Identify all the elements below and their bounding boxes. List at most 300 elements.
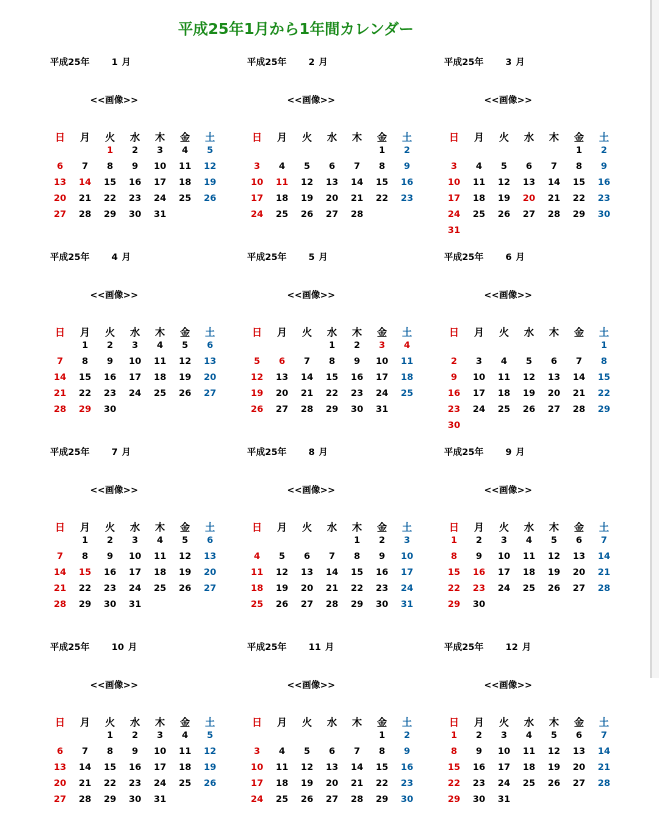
day-cell: 24 bbox=[375, 389, 389, 399]
day-cell: 5 bbox=[253, 357, 261, 367]
picture-placeholder: <<画像>> bbox=[287, 486, 336, 496]
month-number: 9 bbox=[505, 448, 512, 458]
day-cell: 26 bbox=[300, 795, 314, 805]
weekday-header: 月 bbox=[277, 718, 287, 729]
day-cell: 28 bbox=[300, 405, 314, 415]
day-cell: 10 bbox=[250, 178, 264, 188]
day-cell: 28 bbox=[350, 210, 364, 220]
day-cell: 1 bbox=[81, 341, 89, 351]
day-cell: 20 bbox=[53, 779, 67, 789]
day-cell: 4 bbox=[181, 146, 189, 156]
weekday-header: 水 bbox=[327, 523, 337, 534]
day-cell: 11 bbox=[522, 552, 536, 562]
day-cell: 27 bbox=[203, 584, 217, 594]
month-number: 5 bbox=[308, 253, 315, 263]
day-cell: 28 bbox=[53, 405, 67, 415]
day-cell: 2 bbox=[353, 341, 361, 351]
month-block-6 bbox=[444, 250, 634, 445]
weekday-header: 水 bbox=[524, 133, 534, 144]
day-cell: 18 bbox=[522, 763, 536, 773]
era-label: 平成25年 bbox=[444, 253, 484, 263]
day-cell: 7 bbox=[600, 536, 608, 546]
weekday-header: 火 bbox=[105, 523, 115, 534]
day-cell: 31 bbox=[153, 795, 167, 805]
day-cell: 28 bbox=[572, 405, 586, 415]
day-cell: 20 bbox=[547, 389, 561, 399]
day-cell: 25 bbox=[178, 779, 192, 789]
day-cell: 8 bbox=[378, 162, 386, 172]
day-cell: 8 bbox=[353, 552, 361, 562]
day-cell: 7 bbox=[303, 357, 311, 367]
weekday-header: 火 bbox=[105, 133, 115, 144]
day-cell: 21 bbox=[78, 779, 92, 789]
day-cell: 24 bbox=[153, 779, 167, 789]
day-cell: 23 bbox=[350, 389, 364, 399]
day-cell: 7 bbox=[353, 162, 361, 172]
day-cell: 6 bbox=[206, 536, 214, 546]
day-cell: 18 bbox=[153, 568, 167, 578]
day-cell: 14 bbox=[78, 763, 92, 773]
month-suffix: 月 bbox=[515, 253, 525, 263]
day-cell: 20 bbox=[53, 194, 67, 204]
day-cell: 22 bbox=[325, 389, 339, 399]
day-cell: 13 bbox=[572, 747, 586, 757]
day-cell: 26 bbox=[178, 584, 192, 594]
day-cell: 5 bbox=[550, 536, 558, 546]
month-block-5 bbox=[247, 250, 437, 445]
day-cell: 8 bbox=[378, 747, 386, 757]
day-cell: 3 bbox=[131, 536, 139, 546]
day-cell: 16 bbox=[447, 389, 461, 399]
month-number: 2 bbox=[308, 58, 315, 68]
day-cell: 10 bbox=[153, 747, 167, 757]
day-cell: 17 bbox=[128, 373, 142, 383]
day-cell: 28 bbox=[597, 584, 611, 594]
day-cell: 30 bbox=[472, 600, 486, 610]
weekday-header: 金 bbox=[574, 718, 584, 729]
day-cell: 14 bbox=[350, 763, 364, 773]
day-cell: 7 bbox=[550, 162, 558, 172]
day-cell: 30 bbox=[103, 600, 117, 610]
day-cell: 27 bbox=[275, 405, 289, 415]
day-cell: 17 bbox=[497, 763, 511, 773]
weekday-header: 金 bbox=[574, 523, 584, 534]
era-label: 平成25年 bbox=[50, 58, 90, 68]
weekday-header: 金 bbox=[377, 523, 387, 534]
day-cell: 5 bbox=[278, 552, 286, 562]
month-header bbox=[444, 640, 531, 653]
month-header bbox=[444, 445, 525, 458]
day-cell: 18 bbox=[153, 373, 167, 383]
day-cell: 3 bbox=[500, 536, 508, 546]
day-cell: 21 bbox=[78, 194, 92, 204]
month-header bbox=[247, 445, 328, 458]
weekday-header: 月 bbox=[80, 718, 90, 729]
day-cell: 1 bbox=[328, 341, 336, 351]
day-cell: 22 bbox=[597, 389, 611, 399]
day-cell: 15 bbox=[103, 178, 117, 188]
day-cell: 3 bbox=[156, 731, 164, 741]
weekday-header: 日 bbox=[449, 133, 459, 144]
day-cell: 26 bbox=[522, 405, 536, 415]
day-cell: 31 bbox=[497, 795, 511, 805]
day-cell: 22 bbox=[78, 584, 92, 594]
weekday-header: 日 bbox=[252, 328, 262, 339]
day-cell: 11 bbox=[178, 747, 192, 757]
day-cell: 31 bbox=[128, 600, 142, 610]
picture-placeholder: <<画像>> bbox=[287, 291, 336, 301]
day-cell: 22 bbox=[447, 584, 461, 594]
weekday-header: 土 bbox=[402, 133, 412, 144]
day-cell: 21 bbox=[597, 568, 611, 578]
day-cell: 2 bbox=[403, 731, 411, 741]
month-number: 1 bbox=[111, 58, 118, 68]
weekday-header: 月 bbox=[80, 328, 90, 339]
day-cell: 1 bbox=[600, 341, 608, 351]
day-cell: 4 bbox=[500, 357, 508, 367]
day-cell: 30 bbox=[597, 210, 611, 220]
sheet-margin bbox=[652, 0, 659, 678]
day-cell: 7 bbox=[353, 747, 361, 757]
day-cell: 6 bbox=[206, 341, 214, 351]
day-cell: 19 bbox=[497, 194, 511, 204]
day-cell: 5 bbox=[525, 357, 533, 367]
month-number: 4 bbox=[111, 253, 118, 263]
day-cell: 22 bbox=[350, 584, 364, 594]
day-cell: 1 bbox=[106, 146, 114, 156]
day-cell: 2 bbox=[450, 357, 458, 367]
day-cell: 6 bbox=[525, 162, 533, 172]
picture-placeholder: <<画像>> bbox=[287, 96, 336, 106]
day-cell: 11 bbox=[275, 763, 289, 773]
day-cell: 27 bbox=[325, 795, 339, 805]
day-cell: 18 bbox=[178, 178, 192, 188]
day-cell: 7 bbox=[328, 552, 336, 562]
day-cell: 16 bbox=[350, 373, 364, 383]
day-cell: 2 bbox=[106, 341, 114, 351]
day-cell: 12 bbox=[522, 373, 536, 383]
weekday-header: 火 bbox=[302, 523, 312, 534]
weekday-header: 土 bbox=[599, 718, 609, 729]
day-cell: 9 bbox=[106, 552, 114, 562]
day-cell: 22 bbox=[375, 194, 389, 204]
day-cell: 28 bbox=[325, 600, 339, 610]
day-cell: 13 bbox=[522, 178, 536, 188]
weekday-header: 月 bbox=[277, 523, 287, 534]
weekday-header: 木 bbox=[549, 523, 559, 534]
day-cell: 15 bbox=[375, 763, 389, 773]
day-cell: 14 bbox=[300, 373, 314, 383]
day-cell: 28 bbox=[597, 779, 611, 789]
weekday-header: 火 bbox=[302, 718, 312, 729]
day-cell: 6 bbox=[56, 162, 64, 172]
day-cell: 8 bbox=[575, 162, 583, 172]
month-number: 7 bbox=[111, 448, 118, 458]
month-suffix: 月 bbox=[318, 58, 328, 68]
weekday-header: 日 bbox=[252, 133, 262, 144]
weekday-header: 水 bbox=[524, 523, 534, 534]
day-cell: 18 bbox=[522, 568, 536, 578]
day-cell: 29 bbox=[572, 210, 586, 220]
weekday-header: 水 bbox=[130, 328, 140, 339]
day-cell: 19 bbox=[203, 178, 217, 188]
day-cell: 16 bbox=[400, 763, 414, 773]
day-cell: 1 bbox=[450, 536, 458, 546]
day-cell: 18 bbox=[275, 779, 289, 789]
weekday-header: 木 bbox=[155, 133, 165, 144]
weekday-header: 金 bbox=[574, 133, 584, 144]
day-cell: 2 bbox=[475, 536, 483, 546]
day-cell: 25 bbox=[153, 389, 167, 399]
day-cell: 6 bbox=[303, 552, 311, 562]
day-cell: 26 bbox=[203, 779, 217, 789]
day-cell: 28 bbox=[547, 210, 561, 220]
day-cell: 30 bbox=[103, 405, 117, 415]
day-cell: 29 bbox=[78, 600, 92, 610]
day-cell: 19 bbox=[300, 194, 314, 204]
day-cell: 14 bbox=[53, 568, 67, 578]
day-cell: 4 bbox=[156, 341, 164, 351]
day-cell: 16 bbox=[103, 373, 117, 383]
month-header bbox=[247, 55, 328, 68]
weekday-header: 水 bbox=[130, 718, 140, 729]
day-cell: 11 bbox=[178, 162, 192, 172]
day-cell: 3 bbox=[475, 357, 483, 367]
day-cell: 9 bbox=[131, 162, 139, 172]
day-cell: 11 bbox=[522, 747, 536, 757]
picture-placeholder: <<画像>> bbox=[90, 291, 139, 301]
day-cell: 11 bbox=[497, 373, 511, 383]
day-cell: 12 bbox=[300, 763, 314, 773]
day-cell: 30 bbox=[375, 600, 389, 610]
day-cell: 30 bbox=[447, 421, 461, 431]
day-cell: 16 bbox=[375, 568, 389, 578]
day-cell: 25 bbox=[275, 795, 289, 805]
day-cell: 24 bbox=[250, 210, 264, 220]
day-cell: 3 bbox=[450, 162, 458, 172]
day-cell: 24 bbox=[497, 779, 511, 789]
month-header bbox=[50, 640, 137, 653]
day-cell: 21 bbox=[325, 584, 339, 594]
weekday-header: 日 bbox=[55, 133, 65, 144]
month-block-12 bbox=[444, 640, 634, 835]
day-cell: 8 bbox=[450, 747, 458, 757]
day-cell: 15 bbox=[103, 763, 117, 773]
day-cell: 27 bbox=[53, 795, 67, 805]
day-cell: 6 bbox=[278, 357, 286, 367]
weekday-header: 月 bbox=[474, 328, 484, 339]
day-cell: 27 bbox=[53, 210, 67, 220]
weekday-header: 日 bbox=[449, 523, 459, 534]
day-cell: 3 bbox=[156, 146, 164, 156]
day-cell: 19 bbox=[178, 568, 192, 578]
day-cell: 23 bbox=[128, 779, 142, 789]
day-cell: 27 bbox=[572, 779, 586, 789]
day-cell: 19 bbox=[203, 763, 217, 773]
weekday-header: 木 bbox=[549, 718, 559, 729]
day-cell: 21 bbox=[350, 779, 364, 789]
day-cell: 23 bbox=[103, 389, 117, 399]
month-suffix: 月 bbox=[522, 643, 532, 653]
day-cell: 25 bbox=[522, 584, 536, 594]
weekday-header: 木 bbox=[155, 523, 165, 534]
day-cell: 20 bbox=[275, 389, 289, 399]
weekday-header: 土 bbox=[402, 718, 412, 729]
day-cell: 2 bbox=[378, 536, 386, 546]
day-cell: 8 bbox=[106, 747, 114, 757]
day-cell: 4 bbox=[181, 731, 189, 741]
picture-placeholder: <<画像>> bbox=[90, 96, 139, 106]
day-cell: 31 bbox=[400, 600, 414, 610]
month-block-8 bbox=[247, 445, 437, 640]
day-cell: 9 bbox=[106, 357, 114, 367]
day-cell: 20 bbox=[522, 194, 536, 204]
era-label: 平成25年 bbox=[444, 643, 484, 653]
day-cell: 1 bbox=[378, 731, 386, 741]
weekday-header: 土 bbox=[402, 523, 412, 534]
day-cell: 20 bbox=[203, 373, 217, 383]
day-cell: 26 bbox=[203, 194, 217, 204]
weekday-header: 水 bbox=[130, 523, 140, 534]
day-cell: 27 bbox=[547, 405, 561, 415]
day-cell: 21 bbox=[350, 194, 364, 204]
day-cell: 22 bbox=[103, 194, 117, 204]
day-cell: 10 bbox=[400, 552, 414, 562]
day-cell: 1 bbox=[575, 146, 583, 156]
picture-placeholder: <<画像>> bbox=[90, 681, 139, 691]
day-cell: 20 bbox=[325, 194, 339, 204]
month-block-7 bbox=[50, 445, 240, 640]
day-cell: 29 bbox=[78, 405, 92, 415]
month-block-4 bbox=[50, 250, 240, 445]
day-cell: 15 bbox=[375, 178, 389, 188]
day-cell: 3 bbox=[131, 341, 139, 351]
day-cell: 9 bbox=[131, 747, 139, 757]
day-cell: 25 bbox=[153, 584, 167, 594]
day-cell: 13 bbox=[53, 178, 67, 188]
month-suffix: 月 bbox=[325, 643, 335, 653]
weekday-header: 火 bbox=[105, 718, 115, 729]
day-cell: 21 bbox=[547, 194, 561, 204]
weekday-header: 金 bbox=[574, 328, 584, 339]
day-cell: 26 bbox=[275, 600, 289, 610]
day-cell: 24 bbox=[447, 210, 461, 220]
day-cell: 21 bbox=[597, 763, 611, 773]
day-cell: 24 bbox=[472, 405, 486, 415]
day-cell: 11 bbox=[153, 357, 167, 367]
picture-placeholder: <<画像>> bbox=[484, 681, 533, 691]
day-cell: 6 bbox=[56, 747, 64, 757]
day-cell: 12 bbox=[547, 552, 561, 562]
weekday-header: 土 bbox=[599, 328, 609, 339]
day-cell: 23 bbox=[375, 584, 389, 594]
weekday-header: 月 bbox=[80, 523, 90, 534]
day-cell: 7 bbox=[56, 552, 64, 562]
day-cell: 24 bbox=[250, 795, 264, 805]
day-cell: 18 bbox=[472, 194, 486, 204]
day-cell: 20 bbox=[572, 763, 586, 773]
day-cell: 13 bbox=[203, 357, 217, 367]
day-cell: 14 bbox=[597, 747, 611, 757]
day-cell: 4 bbox=[475, 162, 483, 172]
weekday-header: 日 bbox=[55, 328, 65, 339]
month-number: 10 bbox=[111, 643, 125, 653]
picture-placeholder: <<画像>> bbox=[287, 681, 336, 691]
day-cell: 24 bbox=[153, 194, 167, 204]
month-header bbox=[50, 445, 131, 458]
day-cell: 1 bbox=[353, 536, 361, 546]
day-cell: 3 bbox=[378, 341, 386, 351]
month-number: 11 bbox=[308, 643, 322, 653]
day-cell: 16 bbox=[597, 178, 611, 188]
weekday-header: 金 bbox=[377, 718, 387, 729]
day-cell: 17 bbox=[375, 373, 389, 383]
day-cell: 13 bbox=[325, 763, 339, 773]
day-cell: 11 bbox=[250, 568, 264, 578]
day-cell: 22 bbox=[447, 779, 461, 789]
day-cell: 1 bbox=[81, 536, 89, 546]
day-cell: 22 bbox=[572, 194, 586, 204]
day-cell: 4 bbox=[278, 162, 286, 172]
day-cell: 6 bbox=[328, 162, 336, 172]
day-cell: 19 bbox=[522, 389, 536, 399]
day-cell: 16 bbox=[472, 568, 486, 578]
weekday-header: 水 bbox=[130, 133, 140, 144]
day-cell: 30 bbox=[128, 210, 142, 220]
day-cell: 8 bbox=[81, 357, 89, 367]
day-cell: 8 bbox=[81, 552, 89, 562]
picture-placeholder: <<画像>> bbox=[484, 291, 533, 301]
weekday-header: 木 bbox=[352, 328, 362, 339]
day-cell: 8 bbox=[106, 162, 114, 172]
day-cell: 4 bbox=[403, 341, 411, 351]
day-cell: 23 bbox=[400, 779, 414, 789]
month-suffix: 月 bbox=[121, 448, 131, 458]
day-cell: 29 bbox=[597, 405, 611, 415]
day-cell: 9 bbox=[403, 747, 411, 757]
day-cell: 29 bbox=[350, 600, 364, 610]
day-cell: 19 bbox=[275, 584, 289, 594]
weekday-header: 火 bbox=[499, 133, 509, 144]
day-cell: 2 bbox=[475, 731, 483, 741]
day-cell: 12 bbox=[300, 178, 314, 188]
day-cell: 29 bbox=[325, 405, 339, 415]
day-cell: 13 bbox=[300, 568, 314, 578]
picture-placeholder: <<画像>> bbox=[484, 486, 533, 496]
day-cell: 5 bbox=[206, 146, 214, 156]
day-cell: 26 bbox=[178, 389, 192, 399]
day-cell: 19 bbox=[300, 779, 314, 789]
day-cell: 12 bbox=[250, 373, 264, 383]
day-cell: 19 bbox=[547, 568, 561, 578]
day-cell: 22 bbox=[78, 389, 92, 399]
day-cell: 18 bbox=[178, 763, 192, 773]
day-cell: 29 bbox=[375, 795, 389, 805]
weekday-header: 土 bbox=[205, 523, 215, 534]
day-cell: 29 bbox=[447, 600, 461, 610]
day-cell: 8 bbox=[450, 552, 458, 562]
day-cell: 14 bbox=[572, 373, 586, 383]
era-label: 平成25年 bbox=[247, 448, 287, 458]
month-suffix: 月 bbox=[515, 448, 525, 458]
day-cell: 26 bbox=[250, 405, 264, 415]
day-cell: 9 bbox=[475, 747, 483, 757]
day-cell: 11 bbox=[472, 178, 486, 188]
day-cell: 5 bbox=[181, 536, 189, 546]
weekday-header: 月 bbox=[277, 133, 287, 144]
weekday-header: 日 bbox=[55, 523, 65, 534]
month-number: 12 bbox=[505, 643, 519, 653]
